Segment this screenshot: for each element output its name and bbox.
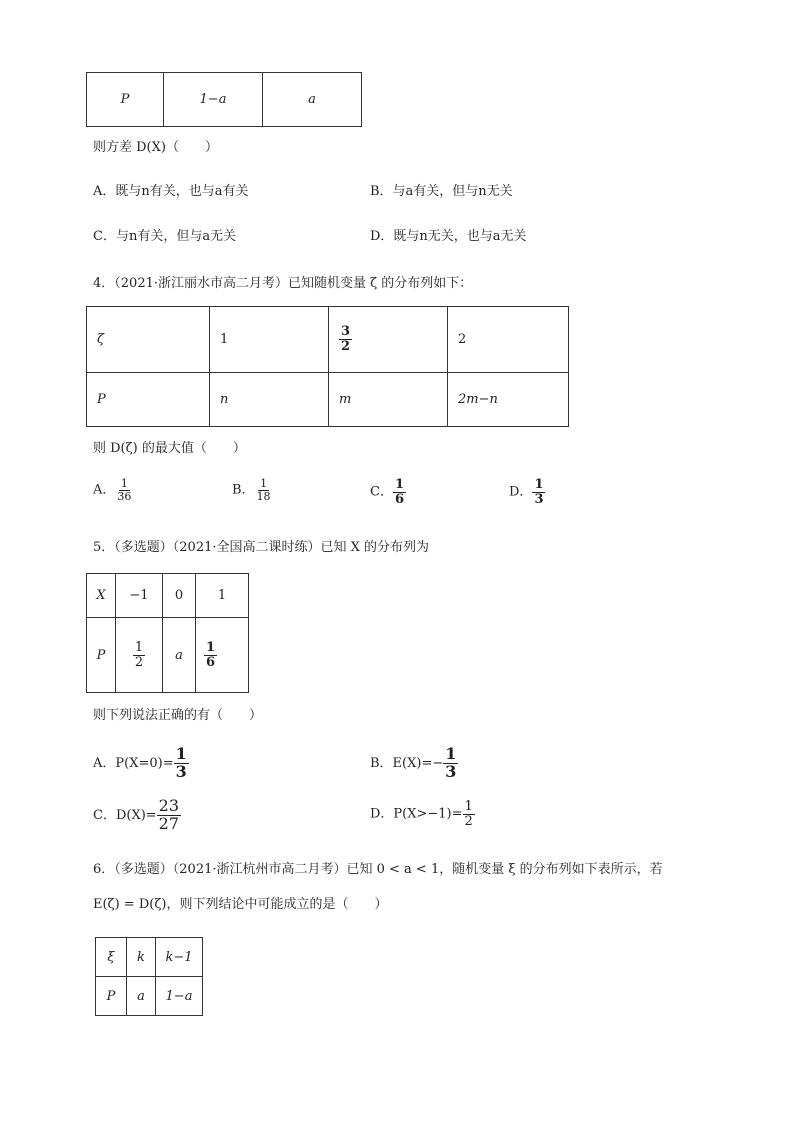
q5-option-d: D．P(X>−1)= $\frac{1}{2}$ bbox=[370, 799, 473, 829]
table-cell: $\frac{1}{2}$ bbox=[116, 618, 163, 693]
table-cell: 2 bbox=[448, 307, 569, 373]
fraction: $\frac{3}{2}$ bbox=[341, 324, 351, 354]
table-cell: a bbox=[263, 73, 362, 127]
table-cell: 0 bbox=[163, 574, 196, 618]
table-cell: 1−a bbox=[164, 73, 263, 127]
table-cell: $\frac{1}{6}$ bbox=[196, 618, 249, 693]
table-cell: P bbox=[87, 373, 210, 427]
q3-option-d: D．既与n无关，也与a无关 bbox=[370, 229, 527, 244]
q4-option-b: B． $\frac{1}{18}$ bbox=[232, 477, 271, 503]
table-cell: n bbox=[210, 373, 329, 427]
distribution-table-q6 bbox=[95, 937, 203, 1016]
table-cell: 1 bbox=[196, 574, 249, 618]
question-4-stem: 4．（2021·浙江丽水市高二月考）已知随机变量 ζ 的分布列如下： bbox=[93, 276, 473, 291]
table-cell: X bbox=[87, 574, 116, 618]
q5-option-c: C．D(X)= $\frac{23}{27}$ bbox=[93, 796, 180, 833]
question-6-stem-2: E(ζ) = D(ζ)，则下列结论中可能成立的是（ ） bbox=[93, 897, 388, 912]
table-cell: ξ bbox=[96, 938, 127, 977]
table-cell: P bbox=[96, 977, 127, 1016]
q4-option-c: C． $\frac{1}{6}$ bbox=[370, 477, 404, 507]
table-cell: 2m−n bbox=[448, 373, 569, 427]
table-cell bbox=[329, 307, 448, 373]
q4-option-a: A． $\frac{1}{36}$ bbox=[93, 477, 132, 503]
distribution-table-q4 bbox=[86, 306, 569, 427]
table-cell: m bbox=[329, 373, 448, 427]
table-cell: P bbox=[87, 618, 116, 693]
table-cell: a bbox=[163, 618, 196, 693]
question-3-stem: 则方差 D(X)（ ） bbox=[93, 140, 218, 155]
q4-ask: 则 D(ζ) 的最大值（ ） bbox=[93, 441, 246, 456]
q5-option-b: B．E(X)=− $\frac{1}{3}$ bbox=[370, 744, 457, 781]
table-cell: −1 bbox=[116, 574, 163, 618]
q5-ask: 则下列说法正确的有（ ） bbox=[93, 708, 263, 723]
question-5-stem: 5．（多选题）（2021·全国高二课时练）已知 X 的分布列为 bbox=[93, 540, 430, 555]
table-cell: 1−a bbox=[156, 977, 203, 1016]
q5-option-a: A．P(X=0)= $\frac{1}{3}$ bbox=[93, 744, 187, 781]
table-cell: 1 bbox=[210, 307, 329, 373]
question-6-stem: 6．（多选题）（2021·浙江杭州市高二月考）已知 0 < a < 1，随机变量 ξ 的分布列如下表所示，若 bbox=[93, 862, 663, 877]
q3-option-a: A．既与n有关，也与a有关 bbox=[93, 184, 249, 199]
distribution-table-top bbox=[86, 72, 362, 127]
table-cell: ζ bbox=[87, 307, 210, 373]
table-cell: k bbox=[127, 938, 156, 977]
table-cell: P bbox=[87, 73, 164, 127]
q4-option-d: D． $\frac{1}{3}$ bbox=[509, 477, 544, 507]
q3-option-b: B．与a有关，但与n无关 bbox=[370, 184, 513, 199]
table-cell: a bbox=[127, 977, 156, 1016]
q3-option-c: C．与n有关，但与a无关 bbox=[93, 229, 237, 244]
distribution-table-q5 bbox=[86, 573, 249, 693]
table-cell: k−1 bbox=[156, 938, 203, 977]
